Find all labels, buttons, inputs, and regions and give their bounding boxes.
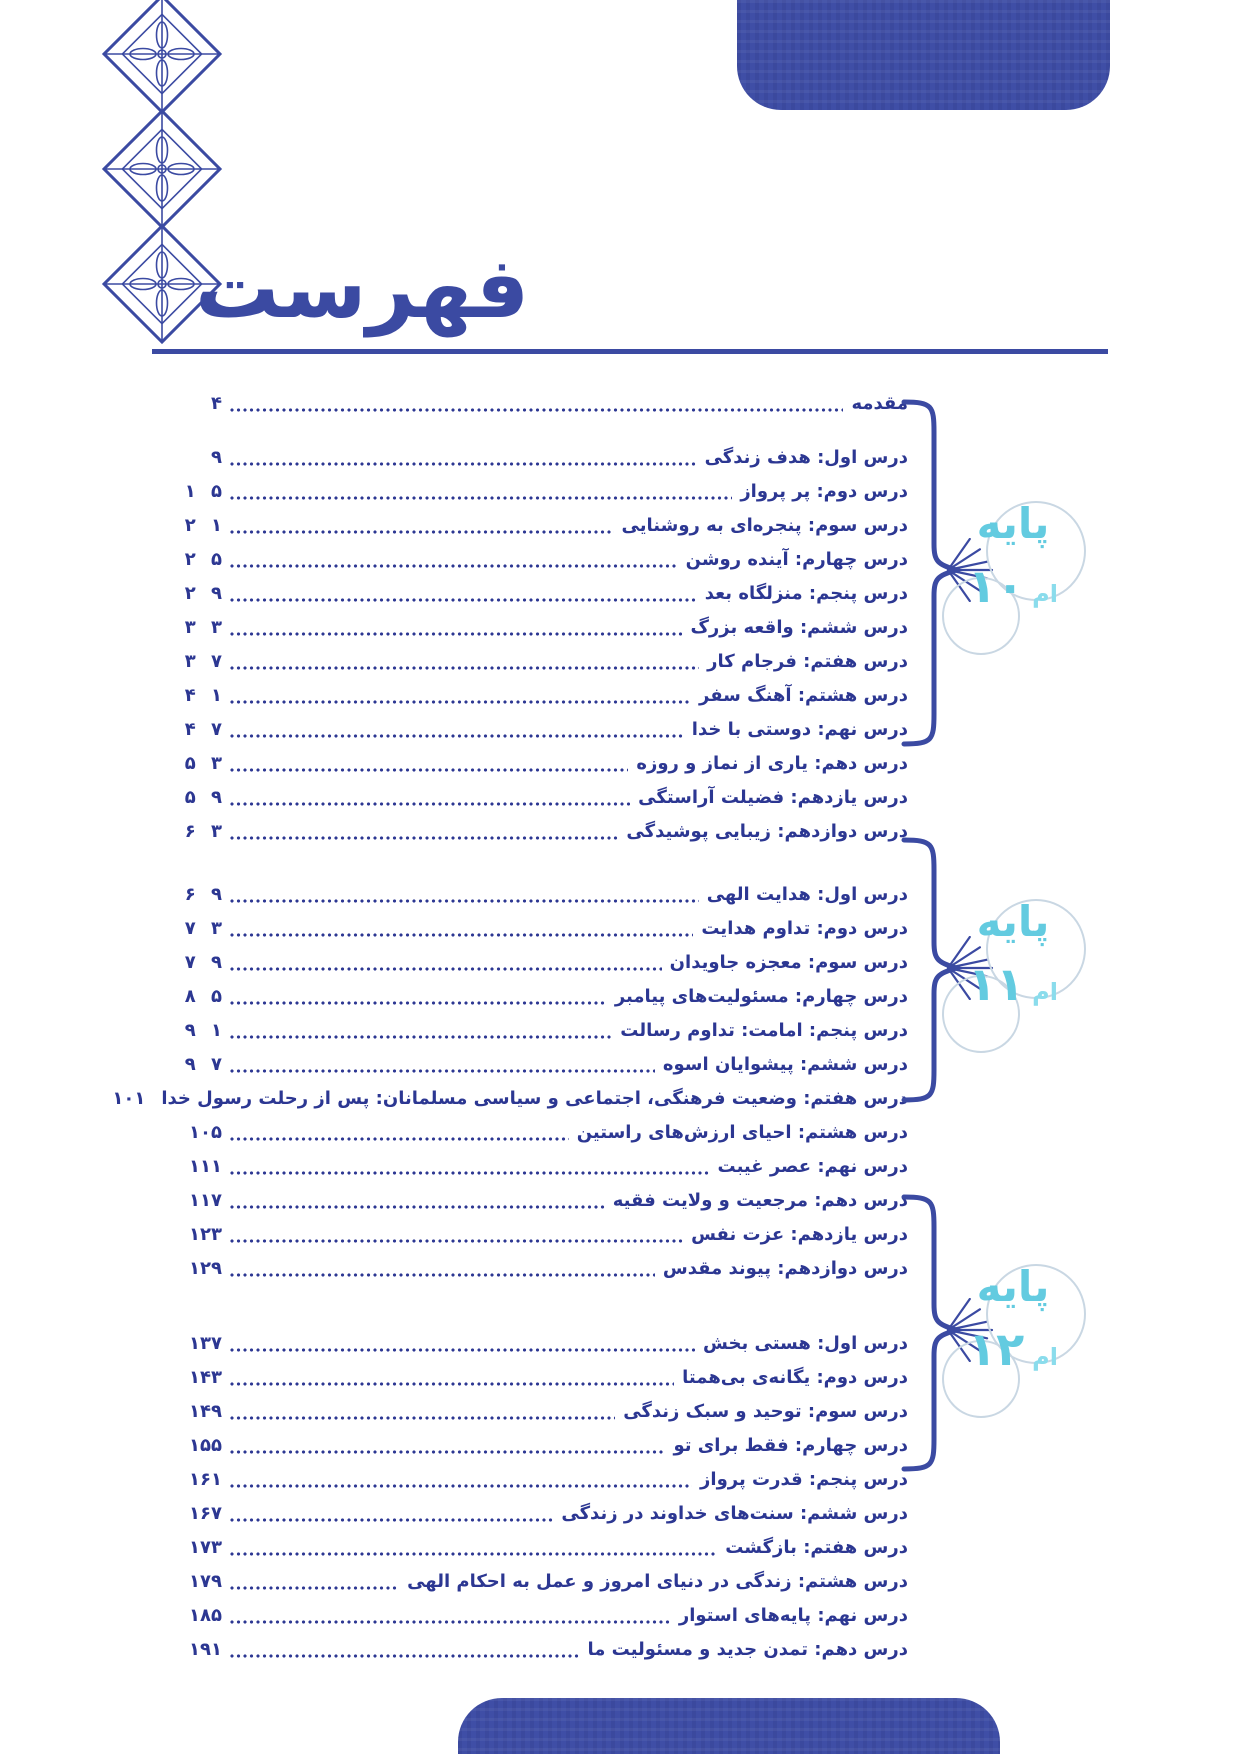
toc-row: [152, 508, 908, 542]
toc-section-grade-11: [112, 877, 908, 1285]
lesson-title: درس دوازدهم: زیبایی پوشیدگی: [626, 820, 908, 842]
page-number: ۵ ۳: [184, 752, 222, 774]
grade-suffix: ام: [1032, 1343, 1058, 1371]
toc-row: [152, 877, 908, 911]
dots-leader: [230, 836, 618, 840]
lesson-title: درس چهارم: آینده روشن: [685, 548, 908, 570]
dots-leader: [230, 530, 614, 534]
toc-row: [152, 1251, 908, 1285]
toc-row: [152, 1598, 908, 1632]
toc-row-intro: [152, 386, 908, 420]
page-number: ۴ ۷: [184, 718, 222, 740]
page-number: ۹ ۷: [184, 1053, 222, 1075]
page-number: ۴: [211, 392, 222, 414]
dots-leader: [230, 802, 630, 806]
dots-leader: [230, 1137, 569, 1141]
toc-row: [152, 1530, 908, 1564]
dots-leader: [230, 1586, 399, 1590]
toc-row: [152, 644, 908, 678]
lesson-title: درس دوازدهم: پیوند مقدس: [662, 1257, 908, 1279]
dots-leader: [230, 496, 732, 500]
lesson-title: درس پنجم: منزلگاه بعد: [704, 582, 908, 604]
page-number: ۲ ۹: [184, 582, 222, 604]
dots-leader: [230, 967, 662, 971]
toc-row: [152, 1217, 908, 1251]
toc-row: [152, 780, 908, 814]
lesson-title: درس اول: هدف زندگی: [704, 446, 908, 468]
lesson-title: درس دوم: پر پرواز: [740, 480, 908, 502]
top-banner-bar: [737, 0, 1110, 110]
dots-leader: [230, 734, 684, 738]
toc-row: [152, 1632, 908, 1666]
toc-row: [152, 1183, 908, 1217]
lesson-title: درس دهم: مرجعیت و ولایت فقیه: [612, 1189, 908, 1211]
grade-number-line: [938, 557, 1088, 626]
page-number: ۱۶۱: [189, 1468, 222, 1490]
dots-leader: [230, 1035, 612, 1039]
grade-suffix: ام: [1032, 978, 1058, 1006]
bottom-banner-bar: [458, 1698, 1000, 1754]
toc-section-grade-10: [152, 440, 908, 848]
lesson-title: درس چهارم: فقط برای تو: [673, 1434, 908, 1456]
lesson-title: درس چهارم: مسئولیت‌های پیامبر: [614, 985, 908, 1007]
toc-row: [152, 576, 908, 610]
lesson-title: درس دوم: تداوم هدایت: [701, 917, 908, 939]
page-number: ۱۸۵: [189, 1604, 222, 1626]
lesson-title: درس دهم: یاری از نماز و روزه: [636, 752, 908, 774]
grade-label-12: [938, 1258, 1088, 1428]
lesson-title: درس اول: هستی بخش: [703, 1332, 908, 1354]
lesson-title: درس پنجم: امامت: تداوم رسالت: [620, 1019, 908, 1041]
page-number: ۷ ۳: [184, 917, 222, 939]
dots-leader: [230, 666, 699, 670]
lesson-title: درس ششم: پیشوایان اسوه: [662, 1053, 908, 1075]
title-underline: [152, 349, 1108, 354]
dots-leader: [230, 462, 697, 466]
toc-row: [152, 610, 908, 644]
toc-row: [152, 1360, 908, 1394]
page-number: ۱۴۳: [189, 1366, 222, 1388]
page-number: ۲ ۵: [184, 548, 222, 570]
lesson-title: درس یازدهم: فضیلت آراستگی: [638, 786, 908, 808]
lesson-title: درس پنجم: قدرت پرواز: [700, 1468, 908, 1490]
toc-row: [112, 1081, 908, 1115]
toc-row: [152, 474, 908, 508]
dots-leader: [230, 768, 628, 772]
dots-leader: [230, 700, 691, 704]
grade-number-line: [938, 1320, 1088, 1389]
lesson-title: درس سوم: پنجره‌ای به روشنایی: [621, 514, 908, 536]
dots-leader: [230, 1518, 553, 1522]
lesson-title: درس هشتم: آهنگ سفر: [699, 684, 908, 706]
dots-leader: [230, 1620, 671, 1624]
grade-number: ۱۱: [968, 957, 1025, 1011]
toc-row: [152, 678, 908, 712]
page-number: ۱۱۱: [189, 1155, 222, 1177]
dots-leader: [230, 408, 843, 412]
grade-word: پایه: [976, 499, 1050, 548]
page-number: ۶ ۹: [184, 883, 222, 905]
lesson-title: درس هفتم: بازگشت: [725, 1536, 908, 1558]
lesson-title: درس دهم: تمدن جدید و مسئولیت ما: [587, 1638, 908, 1660]
page-number: ۷ ۹: [184, 951, 222, 973]
toc-row: [152, 1564, 908, 1598]
lesson-title: درس دوم: یگانه‌ی بی‌همتا: [682, 1366, 908, 1388]
lesson-title: درس سوم: توحید و سبک زندگی: [623, 1400, 908, 1422]
page-number: ۹: [211, 446, 222, 468]
page-number: ۶ ۳: [184, 820, 222, 842]
grade-word: پایه: [976, 1262, 1050, 1311]
toc-row: [152, 1013, 908, 1047]
dots-leader: [230, 1239, 683, 1243]
grade-label-11: [938, 893, 1088, 1063]
toc-row: [152, 979, 908, 1013]
toc-row: [152, 911, 908, 945]
grade-number: ۱۰: [968, 559, 1025, 613]
page-number: ۱۲۹: [189, 1257, 222, 1279]
page-number: ۲ ۱: [184, 514, 222, 536]
dots-leader: [230, 899, 699, 903]
dots-leader: [230, 1001, 607, 1005]
page-number: ۳ ۳: [184, 616, 222, 638]
page-number: ۱۹۱: [189, 1638, 222, 1660]
page-number: ۴ ۱: [184, 684, 222, 706]
dots-leader: [230, 1450, 665, 1454]
page-number: ۱۷۳: [189, 1536, 222, 1558]
toc-row: [152, 1115, 908, 1149]
page-number: ۱۰۱: [112, 1087, 146, 1109]
page-number: ۵ ۹: [184, 786, 222, 808]
grade-suffix: ام: [1032, 580, 1058, 608]
page-number: ۱ ۵: [184, 480, 222, 502]
toc-row: [152, 1462, 908, 1496]
toc-section-grade-12: [152, 1326, 908, 1666]
lesson-title: درس ششم: سنت‌های خداوند در زندگی: [561, 1502, 908, 1524]
dots-leader: [230, 1348, 695, 1352]
lesson-title: درس هفتم: فرجام کار: [707, 650, 908, 672]
toc-row: [152, 1149, 908, 1183]
toc-row: [152, 712, 908, 746]
page-number: ۱۶۷: [189, 1502, 222, 1524]
page-number: ۱۳۷: [189, 1332, 222, 1354]
grade-number: ۱۲: [968, 1322, 1025, 1376]
toc-row: [152, 814, 908, 848]
toc-row: [152, 440, 908, 474]
lesson-title: درس هشتم: زندگی در دنیای امروز و عمل به احکام الهی: [407, 1570, 908, 1592]
page-number: ۱۷۹: [189, 1570, 222, 1592]
dots-leader: [230, 933, 693, 937]
lesson-title: درس یازدهم: عزت نفس: [691, 1223, 908, 1245]
dots-leader: [230, 598, 697, 602]
toc-row: [152, 746, 908, 780]
page-number: ۳ ۷: [184, 650, 222, 672]
toc-row: [152, 1047, 908, 1081]
dots-leader: [230, 1416, 615, 1420]
page-number: ۸ ۵: [184, 985, 222, 1007]
dots-leader: [230, 1552, 717, 1556]
lesson-title: درس ششم: واقعه بزرگ: [690, 616, 908, 638]
toc-row: [152, 945, 908, 979]
table-of-contents: [112, 386, 908, 1666]
lesson-title: درس هشتم: احیای ارزش‌های راستین: [576, 1121, 908, 1143]
dots-leader: [230, 1171, 710, 1175]
lesson-title: درس نهم: پایه‌های استوار: [678, 1604, 908, 1626]
dots-leader: [230, 564, 678, 568]
toc-row: [152, 542, 908, 576]
dots-leader: [230, 1654, 579, 1658]
lesson-title: درس نهم: عصر غیبت: [717, 1155, 908, 1177]
page-number: ۱۱۷: [189, 1189, 222, 1211]
dots-leader: [230, 1382, 674, 1386]
lesson-title: درس سوم: معجزه جاویدان: [669, 951, 908, 973]
lesson-title: درس هفتم: وضعیت فرهنگی، اجتماعی و سیاسی مسلمانان: پس از رحلت رسول خدا: [161, 1087, 908, 1109]
page-title: فهرست: [195, 239, 530, 337]
dots-leader: [230, 632, 682, 636]
toc-row: [152, 1326, 908, 1360]
page-number: ۱۰۵: [189, 1121, 222, 1143]
lesson-title: درس اول: هدایت الهی: [706, 883, 908, 905]
toc-row: [152, 1394, 908, 1428]
dots-leader: [230, 1205, 605, 1209]
dots-leader: [230, 1484, 692, 1488]
page-number: ۱۵۵: [189, 1434, 222, 1456]
dots-leader: [230, 1273, 655, 1277]
page-number: ۹ ۱: [184, 1019, 222, 1041]
lesson-title: درس نهم: دوستی با خدا: [691, 718, 908, 740]
grade-word: پایه: [976, 897, 1050, 946]
page-number: ۱۴۹: [189, 1400, 222, 1422]
dots-leader: [230, 1069, 655, 1073]
grade-label-10: [938, 495, 1088, 665]
page-number: ۱۲۳: [189, 1223, 222, 1245]
lesson-title: مقدمه: [851, 392, 908, 414]
grade-number-line: [938, 955, 1088, 1024]
toc-row: [152, 1496, 908, 1530]
toc-row: [152, 1428, 908, 1462]
